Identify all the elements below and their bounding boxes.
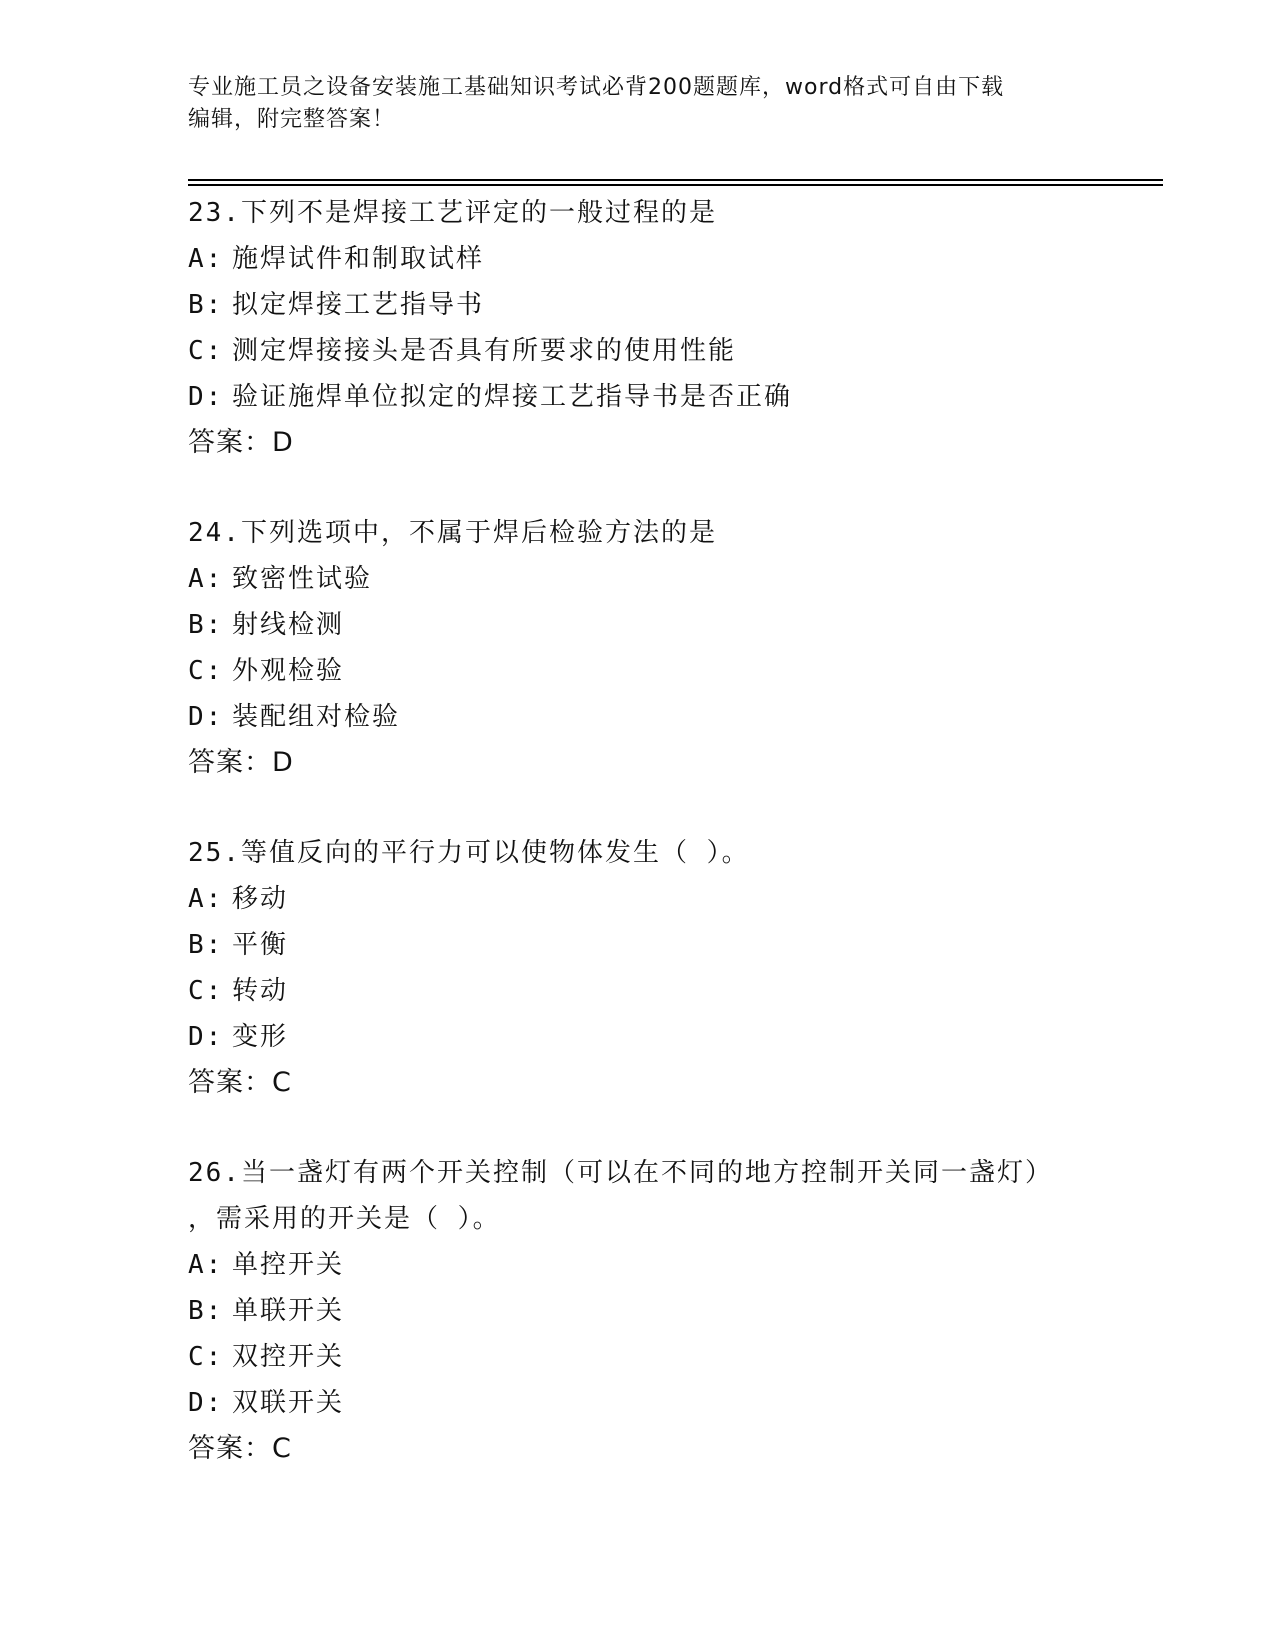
option-d: [188, 1014, 1088, 1060]
option-text: 外观检验: [232, 656, 345, 686]
question-23: [188, 190, 1088, 466]
option-letter: B:: [188, 290, 224, 320]
option-text: 移动: [232, 884, 289, 914]
question-24: [188, 510, 1088, 786]
question-25: [188, 830, 1088, 1106]
document-header: [188, 72, 1068, 136]
option-text: 单控开关: [232, 1250, 345, 1280]
option-b: [188, 922, 1088, 968]
option-letter: C:: [188, 976, 224, 1006]
question-26: [188, 1150, 1088, 1472]
answer: 答案：D: [188, 427, 294, 458]
question-stem-continued: ，需采用的开关是（ ）。: [188, 1204, 501, 1234]
option-letter: A:: [188, 564, 224, 594]
option-text: 平衡: [232, 930, 289, 960]
option-d: [188, 694, 1088, 740]
question-stem: 25.等值反向的平行力可以使物体发生（ ）。: [188, 838, 750, 868]
option-a: [188, 556, 1088, 602]
option-text: 双控开关: [232, 1342, 345, 1372]
option-letter: A:: [188, 1250, 224, 1280]
option-letter: B:: [188, 930, 224, 960]
option-b: [188, 282, 1088, 328]
option-text: 转动: [232, 976, 289, 1006]
option-c: [188, 1334, 1088, 1380]
option-text: 双联开关: [232, 1388, 345, 1418]
option-letter: A:: [188, 244, 224, 274]
answer: 答案：C: [188, 1433, 292, 1464]
header-divider-bottom: [188, 184, 1163, 186]
option-text: 单联开关: [232, 1296, 345, 1326]
option-c: [188, 328, 1088, 374]
answer: 答案：D: [188, 747, 294, 778]
option-c: [188, 968, 1088, 1014]
option-text: 施焊试件和制取试样: [232, 244, 485, 274]
option-a: [188, 876, 1088, 922]
question-list: [188, 190, 1088, 1516]
option-letter: C:: [188, 1342, 224, 1372]
option-letter: B:: [188, 1296, 224, 1326]
option-text: 装配组对检验: [232, 702, 401, 732]
option-letter: B:: [188, 610, 224, 640]
option-letter: D:: [188, 1022, 224, 1052]
option-text: 验证施焊单位拟定的焊接工艺指导书是否正确: [232, 382, 793, 412]
question-stem: 26.当一盏灯有两个开关控制（可以在不同的地方控制开关同一盏灯）: [188, 1158, 1053, 1188]
option-a: [188, 236, 1088, 282]
header-divider-top: [188, 179, 1163, 181]
option-letter: D:: [188, 1388, 224, 1418]
option-letter: A:: [188, 884, 224, 914]
option-text: 拟定焊接工艺指导书: [232, 290, 485, 320]
option-d: [188, 374, 1088, 420]
option-a: [188, 1242, 1088, 1288]
option-letter: C:: [188, 336, 224, 366]
option-text: 致密性试验: [232, 564, 373, 594]
header-line-2: 编辑，附完整答案！: [188, 107, 396, 132]
option-text: 变形: [232, 1022, 289, 1052]
option-b: [188, 1288, 1088, 1334]
option-letter: D:: [188, 702, 224, 732]
option-letter: C:: [188, 656, 224, 686]
option-b: [188, 602, 1088, 648]
header-line-1: 专业施工员之设备安装施工基础知识考试必背200题题库，word格式可自由下载: [188, 75, 1005, 100]
question-stem: 24.下列选项中，不属于焊后检验方法的是: [188, 518, 717, 548]
option-text: 测定焊接接头是否具有所要求的使用性能: [232, 336, 737, 366]
option-c: [188, 648, 1088, 694]
answer: 答案：C: [188, 1067, 292, 1098]
question-stem: 23.下列不是焊接工艺评定的一般过程的是: [188, 198, 717, 228]
option-d: [188, 1380, 1088, 1426]
option-letter: D:: [188, 382, 224, 412]
option-text: 射线检测: [232, 610, 345, 640]
